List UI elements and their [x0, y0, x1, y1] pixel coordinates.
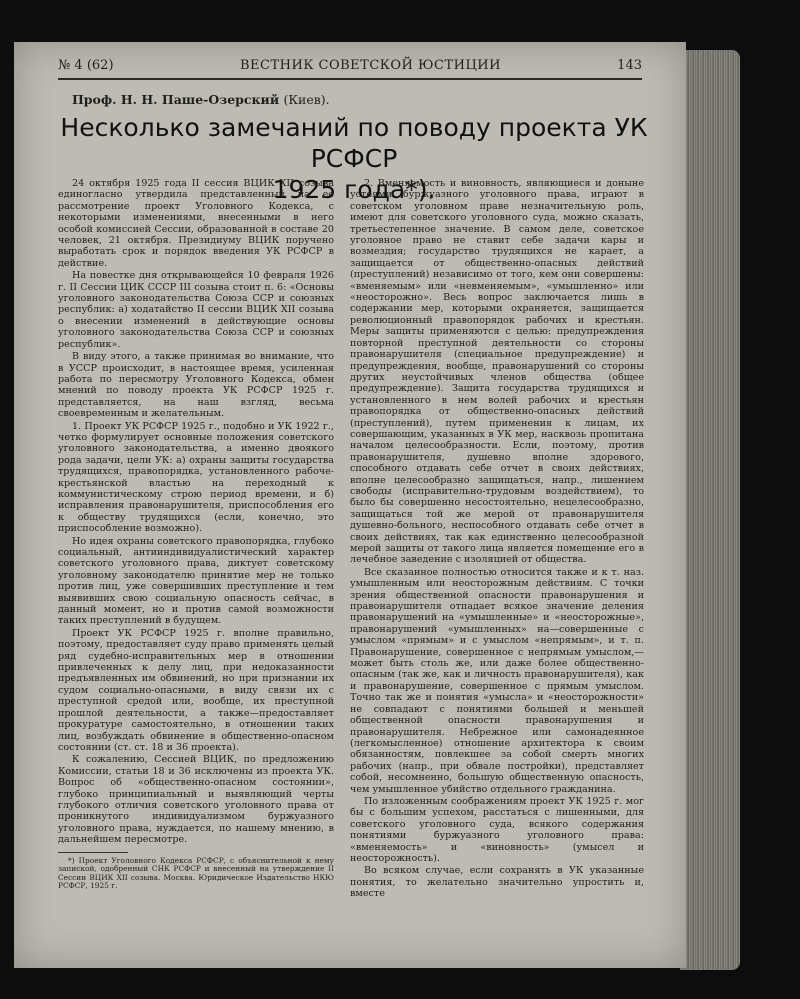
- paragraph: На повестке дня открывающейся 10 февраля 1926 г. II Сессии ЦИК СССР III созыва стоит п. 6: «Основы уголовного законодательства Союза ССР и союзных республик: а) ходатайство II сессии ВЦИК XII созыва о внесении изменений в действующие основы уголовного законодательства Союза ССР и союзных республик».: [58, 270, 334, 350]
- journal-page: [14, 42, 686, 968]
- footnote: *) Проект Уголовного Кодекса РСФСР, с объяснительной к нему запиской, одобренный СНК РСФСР и внесенный на утверждение II Сессии ВЦИК XII созыва. Москва. Юридическое Издательство НКЮ РСФСР, 1925 г.: [58, 855, 334, 891]
- paragraph: Но идея охраны советского правопорядка, глубоко социальный, антииндивидуалистический характер советского уголовного права, диктует советскому уголовному законодателю принятие мер не только против лиц, уже совершивших преступление и тем выявивших свою социальную опасность сейчас, в данный момент, но и против самой возможности таких преступлений в будущем.: [58, 535, 334, 627]
- right-column: [350, 178, 644, 901]
- paragraph: 24 октября 1925 года II сессия ВЦИК XII созыва единогласно утвердила представленный на ее рассмотрение проект Уголовного Кодекса, с некоторыми изменениями, внесенными в него особой комиссией Сессии, образованной в составе 20 человек, 21 октября. Президиуму ВЦИК поручено выработать срок и порядок введения УК РСФСР в действие.: [58, 178, 334, 269]
- book-page-edges: [680, 50, 740, 970]
- paragraph: Все сказанное полностью относится также и к т. наз. умышленным или неосторожным действиям. С точки зрения общественной опасности правонарушения и правонарушителя отпадает всякое значение деления правонарушений на «умышленные» и «неосторожные», правонарушений «умышленных» на—совершенные с умыслом «прямым» и с умыслом «непрямым», и т. п. Правонарушение, совершенное с непрямым умыслом,—может быть столь же, или даже более общественно-опасным (так же, как и личность правонарушителя), как и правонарушение, совершенное с прямым умыслом. Точно так же и понятия «умысла» и «неосторожности» не совпадают с понятиями большей и меньшей общественной опасности правонарушения и правонарушителя. Небрежное или самонадеянное (легкомысленное) отношение архитектора к своим обязанностям, повлекшее за собой смерть многих рабочих (напр., при обвале постройки), представляет собой, несомненно, большую общественную опасность, чем умышленное убийство отдельного гражданина.: [350, 566, 644, 795]
- article-author: [72, 92, 330, 107]
- paragraph: К сожалению, Сессией ВЦИК, по предложению Комиссии, статьи 18 и 36 исключены из проекта УК. Вопрос об «общественно-опасном состоянии», глубоко принципиальный и выявляющий черты глубокого отличия советского уголовного права от проникнутого индивидуализмом буржуазного уголовного права, нуждается, по нашему мнению, в дальнейшем пересмотре.: [58, 754, 334, 846]
- running-header: [58, 56, 642, 80]
- title-line-1: Несколько замечаний по поводу проекта УК РСФСР: [60, 113, 648, 173]
- paragraph: Во всяком случае, если сохранять в УК указанные понятия, то желательно значительно упростить и, вместе: [350, 865, 644, 900]
- issue-number: № 4 (62): [58, 58, 114, 73]
- author-city: (Киев).: [283, 92, 330, 107]
- author-name: Проф. Н. Н. Паше-Озерский: [72, 92, 280, 107]
- paragraph: В виду этого, а также принимая во внимание, что в УССР происходит, в настоящее время, усиленная работа по пересмотру Уголовного Кодекса, обмен мнений по поводу проекта УК РСФСР 1925 г. представляется, на наш взгляд, весьма своевременным и желательным.: [58, 351, 334, 420]
- paragraph: По изложенным соображениям проект УК 1925 г. мог бы с большим успехом, расстаться с лишенными, для советского уголовного суда, всякого содержания понятиями буржуазного уголовного права: «вменяемость» и «виновность» (умысел и неосторожность).: [350, 795, 644, 864]
- left-column: [58, 178, 334, 892]
- paragraph: 2. Вменяемость и виновность, являющиеся и доныне устоями буржуазного уголовного права, играют в советском уголовном праве незначительную роль, имеют для советского уголовного суда, можно сказать, третьестепенное значение. В самом деле, советское уголовное право не ставит себе задачи кары и возмездия; государство трудящихся не карает, а защищается от общественно-опасных действий (преступлений) независимо от того, кем они совершены: «вменяемым» или «невменяемым», «умышленно» или «неосторожно». Весь вопрос заключается лишь в содержании мер, которыми охраняется, защищается революционный правопорядок рабочих и крестьян. Меры защиты применяются с целью: предупреждения повторной преступной деятельности со стороны правонарушителя (специальное предупреждение) и предупреждения, вообще, правонарушений со стороны других неустойчивых членов общества (общее предупреждение). Защита государства трудящихся и установленного в нем волей рабочих и крестьян правопорядка от общественно-опасных действий (преступлений), путем применения к лицам, их совершающим, указанных в УК мер, насквозь пропитана началом целесообразности. Если, поэтому, против правонарушителя, душевно вполне здорового, способного отдавать себе отчет в своих действиях, вполне целесообразно защищаться, напр., лишением свободы (исправительно-трудовым воздействием), то было бы совершенно несостоятельно, нецелесообразно, защищаться той же мерой от правонарушителя душевно-больного, неспособного отдавать себе отчет в своих действиях, так как единственно целесообразной мерой защиты от такого лица является помещение его в лечебное заведение с изоляцией от общества.: [350, 178, 644, 566]
- journal-title: ВЕСТНИК СОВЕТСКОЙ ЮСТИЦИИ: [240, 58, 501, 73]
- footnote-divider: [58, 852, 128, 853]
- paragraph: Проект УК РСФСР 1925 г. вполне правильно, поэтому, предоставляет суду право применять целый ряд судебно-исправительных мер в отношении привлеченных к делу лиц, при недоказанности предъявленных им обвинений, но при признании их судом социально-опасными, в виду связи их с преступной средой или, вообще, их преступной прошлой деятельности, а также—предоставляет прокуратуре самостоятельно, в отношении таких лиц, возбуждать обвинение в общественно-опасном состоянии (ст. ст. 18 и 36 проекта).: [58, 627, 334, 753]
- paragraph: 1. Проект УК РСФСР 1925 г., подобно и УК 1922 г., четко формулирует основные положения советского уголовного законодательства, а именно двоякого рода задачи, цели УК: а) охраны защиты государства трудящихся, правопорядка, установленного рабоче-крестьянской властью на переходный к коммунистическому строю период времени, и б) исправления правонарушителя, приспособления его к обществу трудящихся (если, конечно, это приспособление возможно).: [58, 420, 334, 535]
- title-line-2: 1925 года*).: [272, 175, 436, 204]
- page-number: 143: [617, 58, 642, 73]
